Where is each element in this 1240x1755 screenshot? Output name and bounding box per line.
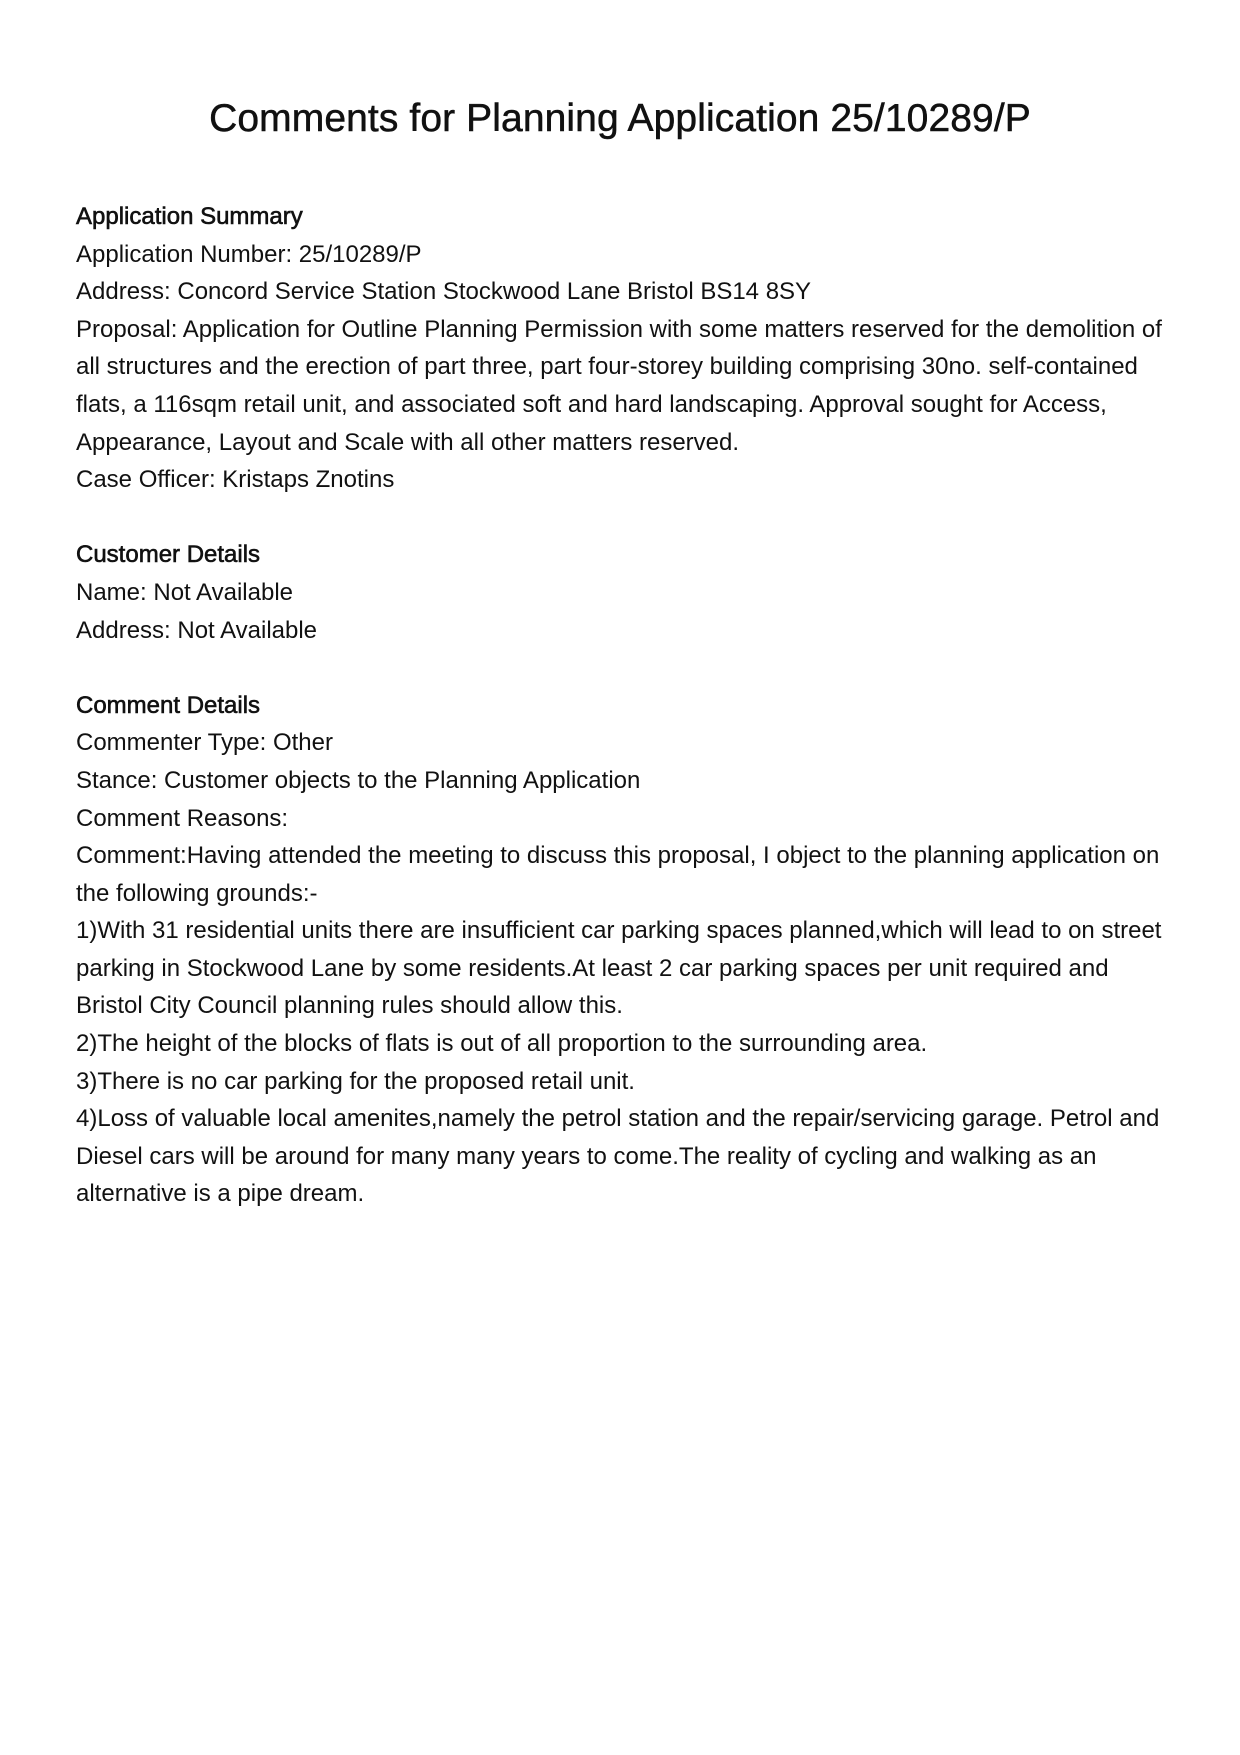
application-proposal: Proposal: Application for Outline Planning Permission with some matters reserved for the demolition of all structures and the erection of part three, part four-storey building comprising 30no. self-contained flats, a 116sqm retail unit, and associated soft and hard landscaping. Approval sought for Access, Appearance, Layout and Scale with all other matters reserved.	[76, 315, 1162, 456]
comment-details-heading: Comment Details	[76, 691, 261, 719]
customer-name: Name: Not Available	[76, 578, 294, 606]
customer-details-heading: Customer Details	[76, 541, 261, 569]
comment-point-1: 1)With 31 residential units there are insufficient car parking spaces planned,which will lead to on street parking in Stockwood Lane by some residents.At least 2 car parking spaces per unit required and Bristol City Council planning rules should allow this.	[76, 917, 1162, 1020]
comment-stance: Stance: Customer objects to the Planning Application	[76, 766, 641, 794]
application-address: Address: Concord Service Station Stockwood Lane Bristol BS14 8SY	[76, 278, 812, 306]
application-summary-section	[76, 198, 1176, 499]
comment-point-2: 2)The height of the blocks of flats is out of all proportion to the surrounding area.	[76, 1030, 928, 1058]
comment-intro: Comment:Having attended the meeting to discuss this proposal, I object to the planning application on the following grounds:-	[76, 842, 1160, 907]
application-summary-heading: Application Summary	[76, 203, 303, 230]
comment-point-3: 3)There is no car parking for the proposed retail unit.	[76, 1067, 635, 1095]
customer-details-section	[76, 536, 1176, 649]
commenter-type: Commenter Type: Other	[76, 729, 333, 757]
page-title: Comments for Planning Application 25/10289/P	[209, 97, 1031, 140]
customer-address: Address: Not Available	[76, 616, 318, 644]
comment-point-4: 4)Loss of valuable local amenites,namely the petrol station and the repair/servicing garage. Petrol and Diesel cars will be around for many many years to come.The reality of cycling and walking as an alternative is a pipe dream.	[76, 1105, 1160, 1208]
application-number: Application Number: 25/10289/P	[76, 240, 422, 268]
comment-details-section	[76, 687, 1176, 1213]
comment-reasons: Comment Reasons:	[76, 804, 289, 832]
document-body	[76, 198, 1176, 1251]
case-officer: Case Officer: Kristaps Znotins	[76, 466, 395, 494]
